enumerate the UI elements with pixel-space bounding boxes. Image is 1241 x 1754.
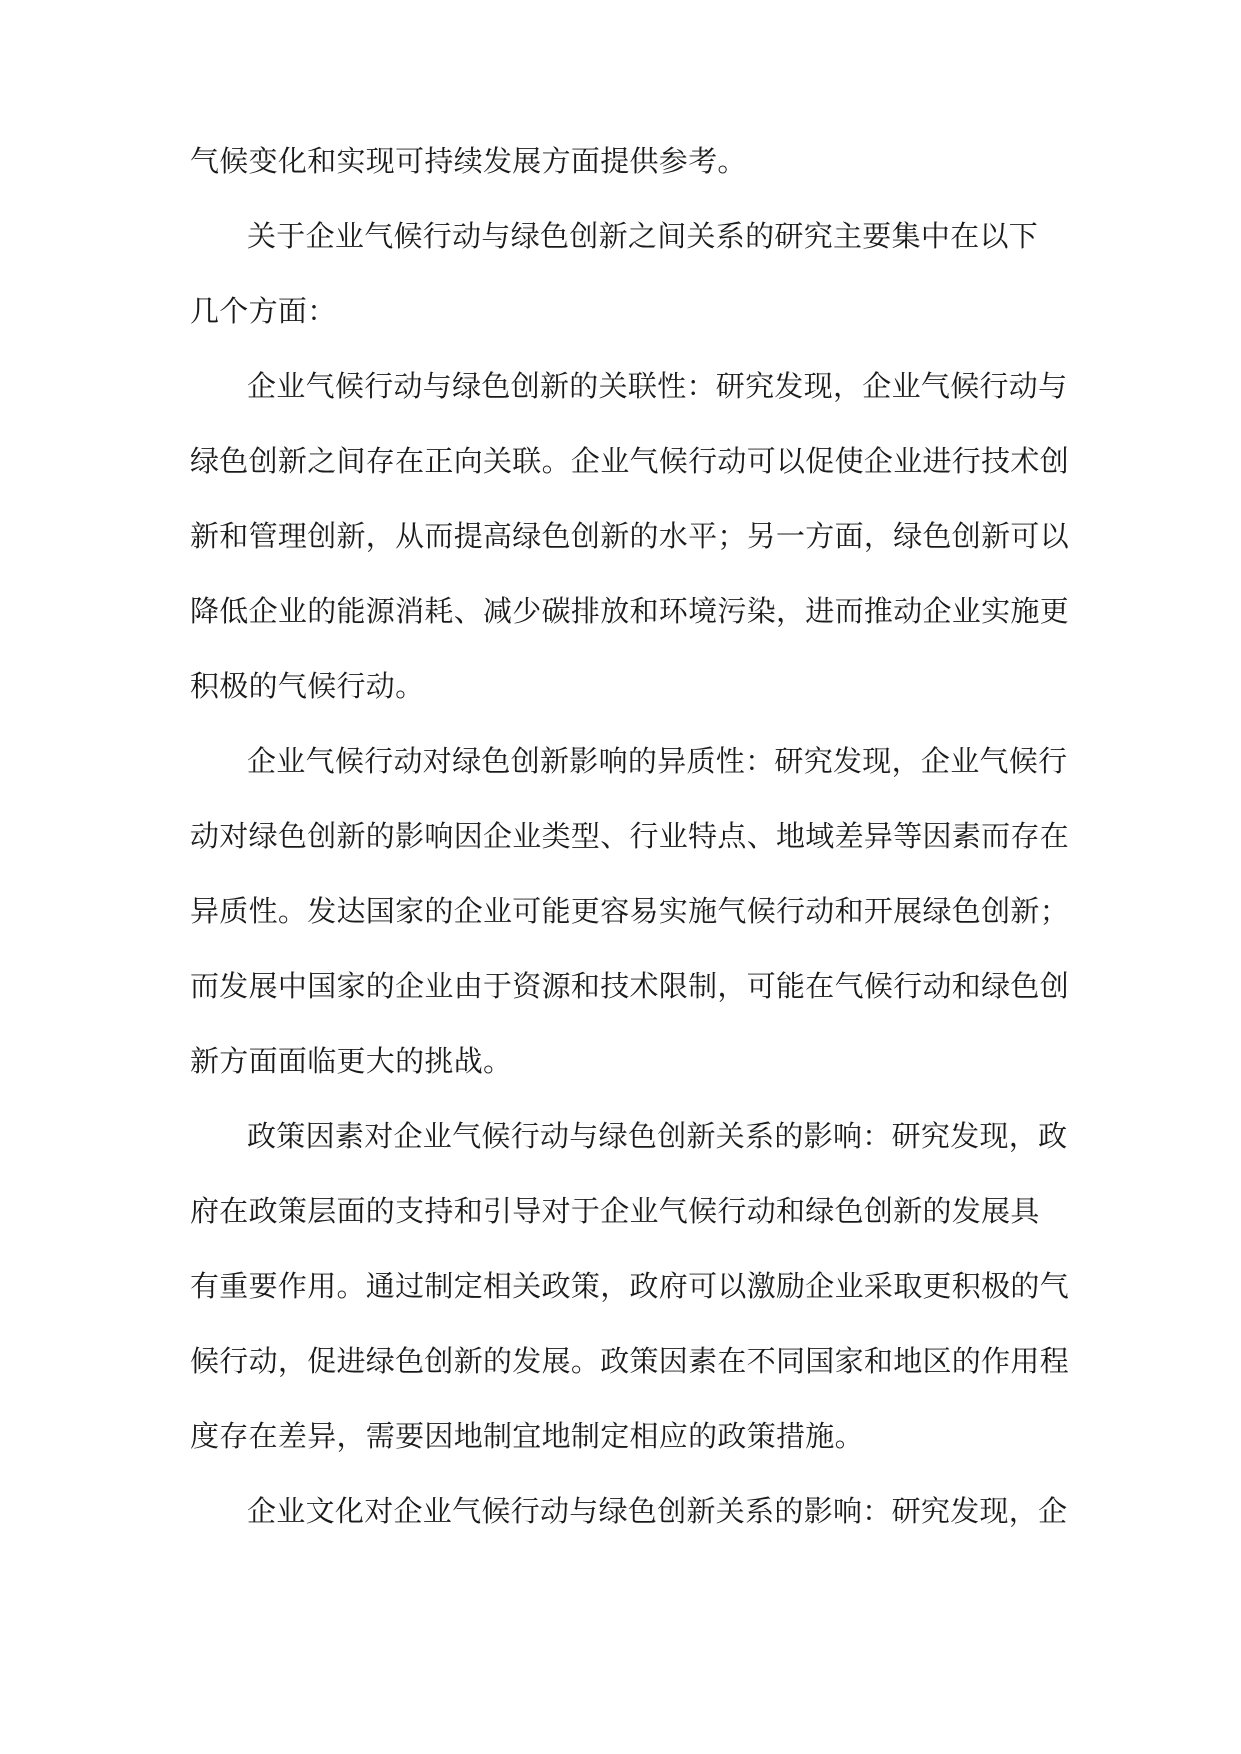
text-line: 有重要作用。通过制定相关政策，政府可以激励企业采取更积极的气	[190, 1269, 1070, 1303]
text-line: 新和管理创新，从而提高绿色创新的水平；另一方面，绿色创新可以	[190, 519, 1070, 553]
paragraph-first-line: 关于企业气候行动与绿色创新之间关系的研究主要集中在以下	[247, 219, 1039, 253]
text-line: 而发展中国家的企业由于资源和技术限制，可能在气候行动和绿色创	[190, 969, 1070, 1003]
text-line: 降低企业的能源消耗、减少碳排放和环境污染，进而推动企业实施更	[190, 594, 1070, 628]
paragraph-first-line: 企业气候行动与绿色创新的关联性：研究发现，企业气候行动与	[247, 369, 1068, 403]
text-line: 绿色创新之间存在正向关联。企业气候行动可以促使企业进行技术创	[190, 444, 1070, 478]
paragraph-first-line: 政策因素对企业气候行动与绿色创新关系的影响：研究发现，政	[247, 1119, 1068, 1153]
text-line: 异质性。发达国家的企业可能更容易实施气候行动和开展绿色创新；	[190, 894, 1070, 928]
text-line: 几个方面：	[190, 294, 337, 328]
text-line: 积极的气候行动。	[190, 669, 425, 703]
text-line: 新方面面临更大的挑战。	[190, 1044, 513, 1078]
text-line: 动对绿色创新的影响因企业类型、行业特点、地域差异等因素而存在	[190, 819, 1070, 853]
text-line: 候行动，促进绿色创新的发展。政策因素在不同国家和地区的作用程	[190, 1344, 1070, 1378]
text-line: 度存在差异，需要因地制宜地制定相应的政策措施。	[190, 1419, 864, 1453]
text-line: 府在政策层面的支持和引导对于企业气候行动和绿色创新的发展具	[190, 1194, 1040, 1228]
paragraph-first-line: 企业文化对企业气候行动与绿色创新关系的影响：研究发现，企	[247, 1494, 1068, 1528]
paragraph-first-line: 企业气候行动对绿色创新影响的异质性：研究发现，企业气候行	[247, 744, 1068, 778]
text-line: 气候变化和实现可持续发展方面提供参考。	[190, 144, 747, 178]
